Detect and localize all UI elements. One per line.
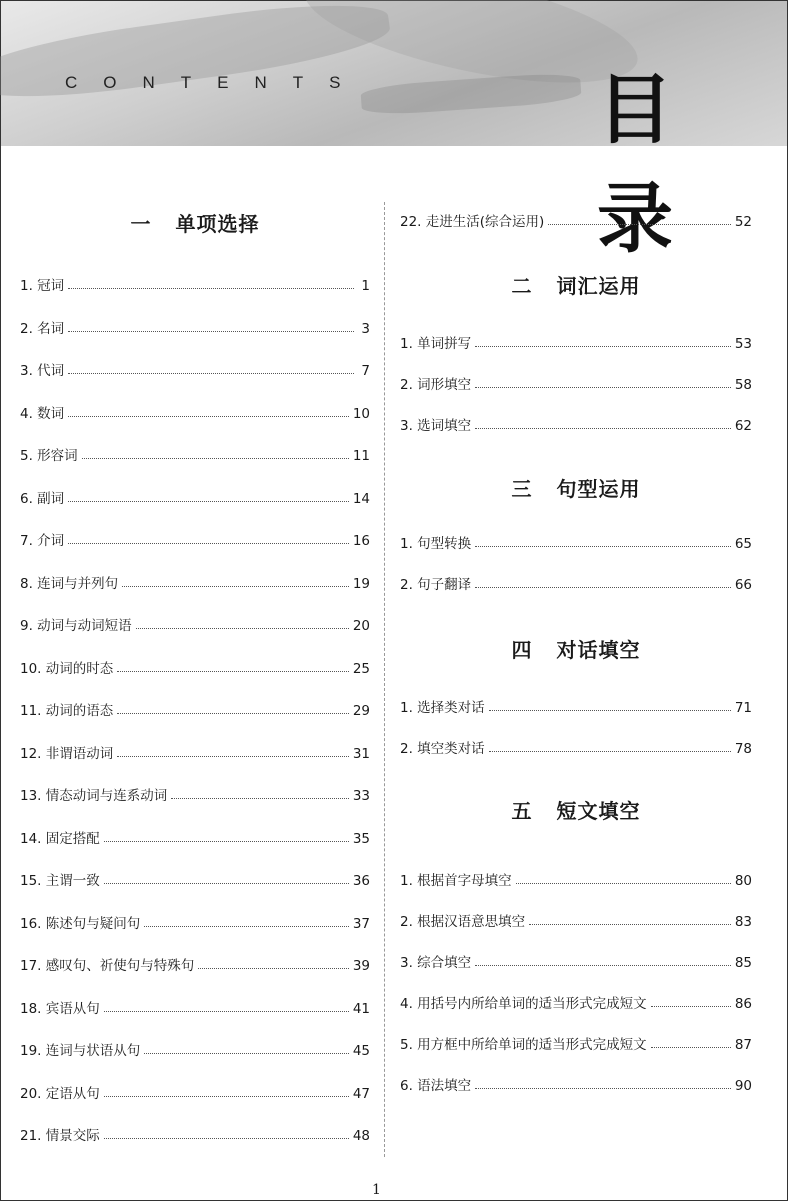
toc-entry-label: 4. 数词 [20, 405, 65, 422]
toc-entry[interactable] [400, 1031, 752, 1053]
section-number: 五 [511, 799, 533, 823]
section-title: 对话填空 [556, 638, 641, 662]
toc-entry-label: 10. 动词的时态 [20, 660, 114, 677]
section-number: 三 [511, 477, 533, 501]
toc-entry-label: 3. 选词填空 [400, 418, 472, 434]
toc-entry-label: 18. 宾语从句 [20, 1000, 100, 1017]
dot-leader [117, 756, 349, 757]
toc-entry[interactable] [20, 485, 370, 507]
toc-entry[interactable] [20, 357, 370, 379]
toc-entry[interactable] [400, 412, 752, 434]
toc-entry[interactable] [400, 735, 752, 757]
toc-entry-label: 3. 代词 [20, 363, 65, 379]
header-ink-decoration [360, 71, 582, 116]
toc-entry-page: 58 [734, 377, 752, 393]
section-number: 二 [511, 274, 533, 298]
dot-leader [68, 288, 354, 289]
toc-entry[interactable] [400, 330, 752, 352]
page-title: 目录 [597, 65, 695, 263]
toc-entry-page: 47 [352, 1085, 370, 1102]
toc-entry-page: 35 [352, 830, 370, 847]
dot-leader [144, 926, 349, 927]
toc-entry[interactable] [400, 571, 752, 593]
dot-leader [171, 798, 349, 799]
toc-entry-page: 25 [352, 660, 370, 677]
toc-entry[interactable] [20, 442, 370, 464]
toc-entry-page: 66 [734, 577, 752, 593]
toc-entry-label: 16. 陈述句与疑问句 [20, 915, 141, 932]
toc-entry-page: 86 [734, 996, 752, 1012]
dot-leader [529, 924, 731, 925]
toc-entry-page: 65 [734, 536, 752, 552]
dot-leader [104, 1096, 349, 1097]
toc-entry-label: 2. 根据汉语意思填空 [400, 914, 526, 930]
dot-leader [104, 841, 349, 842]
toc-entry-page: 3 [361, 320, 370, 337]
dot-leader [144, 1053, 349, 1054]
toc-entry-label: 5. 形容词 [20, 448, 78, 464]
section-heading [20, 208, 370, 237]
toc-entry[interactable] [400, 371, 752, 393]
toc-entry-label: 1. 单词拼写 [400, 336, 472, 352]
dot-leader [475, 1088, 731, 1089]
toc-entry-label: 11. 动词的语态 [20, 703, 114, 719]
toc-entry-label: 2. 词形填空 [400, 377, 472, 393]
section-heading [400, 473, 752, 502]
dot-leader [104, 883, 349, 884]
toc-entry-page: 71 [734, 700, 752, 716]
contents-label: CONTENTS [65, 73, 367, 92]
toc-entry[interactable] [20, 910, 370, 932]
toc-entry[interactable] [400, 694, 752, 716]
toc-entry-label: 6. 语法填空 [400, 1078, 472, 1094]
toc-entry-label: 4. 用括号内所给单词的适当形式完成短文 [400, 996, 647, 1012]
toc-entry[interactable] [20, 1080, 370, 1102]
toc-entry-page: 62 [734, 418, 752, 434]
toc-entry[interactable] [20, 697, 370, 719]
dot-leader [68, 543, 349, 544]
toc-entry-page: 29 [352, 703, 370, 719]
column-divider [384, 202, 385, 1157]
dot-leader [651, 1047, 731, 1048]
toc-entry-page: 80 [734, 873, 752, 889]
dot-leader [82, 458, 349, 459]
toc-entry-label: 9. 动词与动词短语 [20, 618, 132, 634]
dot-leader [489, 710, 731, 711]
dot-leader [475, 428, 731, 429]
page-number: 1 [372, 1182, 381, 1198]
toc-entry-page: 10 [352, 405, 370, 422]
section-title: 词汇运用 [556, 274, 641, 298]
toc-entry[interactable] [20, 655, 370, 677]
toc-entry[interactable] [400, 949, 752, 971]
toc-entry[interactable] [400, 867, 752, 889]
toc-entry-page: 7 [361, 363, 370, 379]
toc-entry-page: 16 [352, 533, 370, 549]
section-heading [400, 634, 752, 663]
toc-entry-page: 19 [352, 575, 370, 592]
toc-entry-label: 1. 根据首字母填空 [400, 873, 512, 889]
section-heading [400, 795, 752, 824]
toc-entry[interactable] [20, 1122, 370, 1144]
toc-entry-page: 85 [734, 955, 752, 971]
toc-entry-page: 37 [352, 915, 370, 932]
toc-entry-label: 5. 用方框中所给单词的适当形式完成短文 [400, 1037, 647, 1053]
toc-entry-label: 13. 情态动词与连系动词 [20, 788, 168, 804]
dot-leader [475, 587, 731, 588]
toc-entry[interactable] [20, 952, 370, 974]
toc-entry-label: 1. 选择类对话 [400, 700, 485, 716]
dot-leader [516, 883, 731, 884]
toc-entry[interactable] [20, 740, 370, 762]
dot-leader [475, 346, 731, 347]
toc-entry[interactable] [20, 612, 370, 634]
dot-leader [198, 968, 349, 969]
dot-leader [136, 628, 349, 629]
toc-entry-page: 41 [352, 1000, 370, 1017]
dot-leader [68, 331, 354, 332]
toc-entry-page: 39 [352, 958, 370, 974]
dot-leader [475, 546, 731, 547]
toc-entry-page: 33 [352, 788, 370, 804]
dot-leader [651, 1006, 731, 1007]
toc-entry-label: 1. 冠词 [20, 278, 65, 294]
toc-entry-label: 22. 走进生活(综合运用) [400, 214, 545, 230]
toc-entry-page: 90 [734, 1078, 752, 1094]
dot-leader [104, 1138, 349, 1139]
toc-entry[interactable] [20, 400, 370, 422]
toc-entry-label: 19. 连词与状语从句 [20, 1043, 141, 1059]
section-number: 一 [130, 212, 152, 236]
dot-leader [117, 713, 349, 714]
toc-entry-label: 17. 感叹句、祈使句与特殊句 [20, 958, 195, 974]
toc-entry[interactable] [400, 208, 752, 230]
section-title: 短文填空 [556, 799, 641, 823]
section-title: 句型运用 [556, 477, 641, 501]
toc-entry-label: 6. 副词 [20, 490, 65, 507]
toc-entry-page: 83 [734, 914, 752, 930]
dot-leader [68, 501, 349, 502]
toc-entry-label: 12. 非谓语动词 [20, 745, 114, 762]
toc-entry-label: 20. 定语从句 [20, 1085, 100, 1102]
toc-entry[interactable] [20, 825, 370, 847]
toc-entry[interactable] [20, 995, 370, 1017]
dot-leader [104, 1011, 349, 1012]
dot-leader [475, 965, 731, 966]
toc-entry-page: 78 [734, 741, 752, 757]
toc-entry-page: 45 [352, 1043, 370, 1059]
toc-entry-page: 20 [352, 618, 370, 634]
toc-entry-page: 31 [352, 745, 370, 762]
toc-entry[interactable] [20, 867, 370, 889]
toc-entry[interactable] [20, 315, 370, 337]
dot-leader [489, 751, 731, 752]
toc-entry-label: 14. 固定搭配 [20, 830, 100, 847]
toc-entry-page: 36 [352, 873, 370, 889]
dot-leader [548, 224, 731, 225]
toc-entry[interactable] [400, 990, 752, 1012]
toc-entry-label: 8. 连词与并列句 [20, 575, 119, 592]
toc-entry-label: 15. 主谓一致 [20, 873, 100, 889]
toc-entry-label: 2. 填空类对话 [400, 741, 485, 757]
section-heading [400, 270, 752, 299]
toc-entry-label: 2. 句子翻译 [400, 577, 472, 593]
toc-entry-label: 21. 情景交际 [20, 1128, 100, 1144]
toc-entry-label: 2. 名词 [20, 320, 65, 337]
toc-entry-label: 7. 介词 [20, 533, 65, 549]
toc-entry-page: 87 [734, 1037, 752, 1053]
toc-entry[interactable] [20, 1037, 370, 1059]
toc-entry-page: 11 [352, 448, 370, 464]
dot-leader [475, 387, 731, 388]
toc-entry-page: 48 [352, 1128, 370, 1144]
toc-entry[interactable] [400, 1072, 752, 1094]
toc-entry-page: 1 [361, 278, 370, 294]
dot-leader [117, 671, 349, 672]
toc-entry[interactable] [20, 527, 370, 549]
toc-entry-page: 53 [734, 336, 752, 352]
toc-entry[interactable] [400, 530, 752, 552]
dot-leader [68, 416, 349, 417]
section-number: 四 [511, 638, 533, 662]
dot-leader [122, 586, 349, 587]
dot-leader [68, 373, 354, 374]
toc-entry-label: 3. 综合填空 [400, 955, 472, 971]
section-title: 单项选择 [175, 212, 260, 236]
toc-entry-page: 52 [734, 214, 752, 230]
toc-entry[interactable] [400, 908, 752, 930]
toc-entry-page: 14 [352, 490, 370, 507]
toc-entry[interactable] [20, 782, 370, 804]
toc-entry[interactable] [20, 272, 370, 294]
toc-entry-label: 1. 句型转换 [400, 536, 472, 552]
toc-entry[interactable] [20, 570, 370, 592]
